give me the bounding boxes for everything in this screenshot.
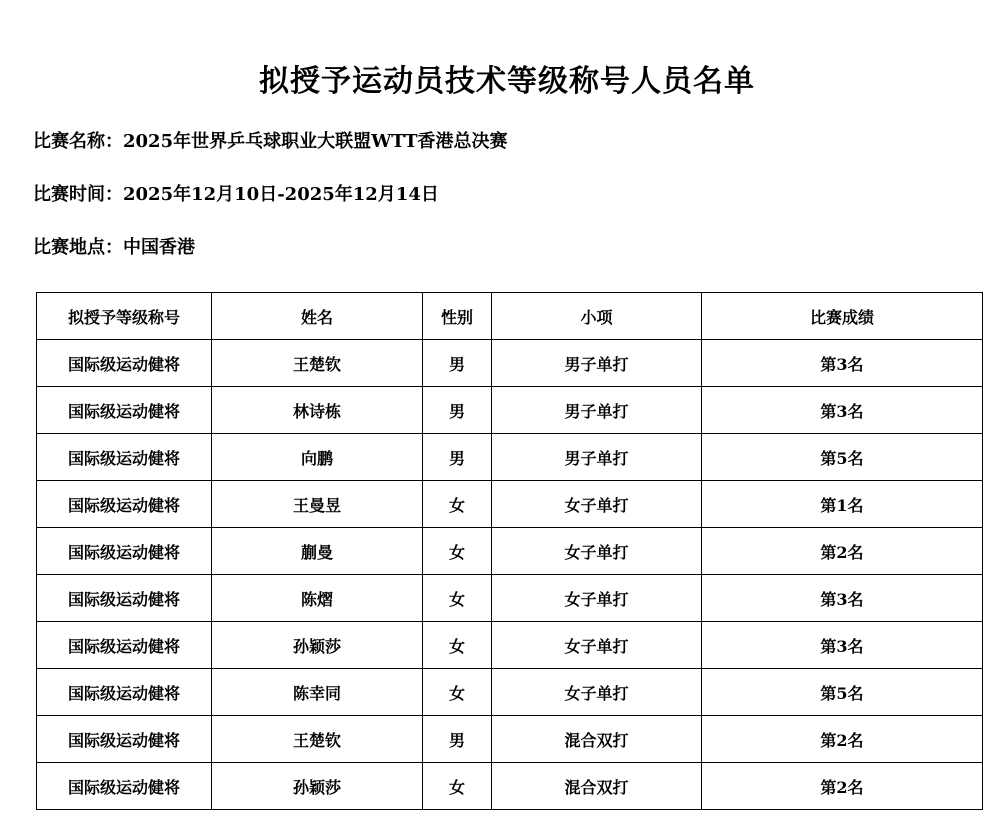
cell-gender: 女 xyxy=(423,481,492,528)
cell-result: 第2名 xyxy=(702,763,983,810)
table-row xyxy=(37,340,983,387)
cell-event: 男子单打 xyxy=(492,434,702,481)
cell-name: 林诗栋 xyxy=(212,387,423,434)
cell-event: 女子单打 xyxy=(492,481,702,528)
cell-gender: 男 xyxy=(423,340,492,387)
table-row xyxy=(37,434,983,481)
cell-title-grade: 国际级运动健将 xyxy=(37,434,212,481)
cell-result: 第3名 xyxy=(702,622,983,669)
table-row xyxy=(37,669,983,716)
table-row xyxy=(37,481,983,528)
table-header-row xyxy=(37,293,983,340)
cell-result: 第5名 xyxy=(702,669,983,716)
cell-result: 第3名 xyxy=(702,387,983,434)
competition-time-value: 2025年12月10日-2025年12月14日 xyxy=(123,184,439,205)
competition-name-value: 2025年世界乒乓球职业大联盟WTT香港总决赛 xyxy=(123,131,508,152)
cell-gender: 女 xyxy=(423,528,492,575)
cell-title-grade: 国际级运动健将 xyxy=(37,575,212,622)
table-row xyxy=(37,575,983,622)
cell-name: 向鹏 xyxy=(212,434,423,481)
cell-event: 混合双打 xyxy=(492,763,702,810)
cell-title-grade: 国际级运动健将 xyxy=(37,340,212,387)
header-title-grade: 拟授予等级称号 xyxy=(37,293,212,340)
cell-event: 女子单打 xyxy=(492,669,702,716)
cell-name: 孙颖莎 xyxy=(212,622,423,669)
table-row xyxy=(37,528,983,575)
cell-title-grade: 国际级运动健将 xyxy=(37,481,212,528)
document-title: 拟授予运动员技术等级称号人员名单 xyxy=(259,64,755,99)
cell-name: 王楚钦 xyxy=(212,716,423,763)
cell-title-grade: 国际级运动健将 xyxy=(37,387,212,434)
competition-name-label: 比赛名称： xyxy=(33,131,123,152)
cell-result: 第5名 xyxy=(702,434,983,481)
cell-event: 女子单打 xyxy=(492,575,702,622)
competition-time-line xyxy=(33,180,439,206)
cell-event: 女子单打 xyxy=(492,622,702,669)
cell-event: 男子单打 xyxy=(492,387,702,434)
athlete-roster-table xyxy=(36,292,983,810)
cell-name: 蒯曼 xyxy=(212,528,423,575)
competition-place-line xyxy=(33,233,195,259)
competition-name-line xyxy=(33,127,507,153)
cell-event: 男子单打 xyxy=(492,340,702,387)
cell-result: 第3名 xyxy=(702,575,983,622)
cell-name: 陈熠 xyxy=(212,575,423,622)
header-result: 比赛成绩 xyxy=(702,293,983,340)
cell-result: 第3名 xyxy=(702,340,983,387)
competition-time-label: 比赛时间： xyxy=(33,184,123,205)
cell-title-grade: 国际级运动健将 xyxy=(37,763,212,810)
cell-event: 混合双打 xyxy=(492,716,702,763)
cell-title-grade: 国际级运动健将 xyxy=(37,528,212,575)
competition-place-value: 中国香港 xyxy=(123,237,195,258)
cell-title-grade: 国际级运动健将 xyxy=(37,716,212,763)
table-row xyxy=(37,763,983,810)
table-row xyxy=(37,387,983,434)
cell-name: 孙颖莎 xyxy=(212,763,423,810)
cell-name: 王楚钦 xyxy=(212,340,423,387)
cell-gender: 女 xyxy=(423,763,492,810)
cell-gender: 女 xyxy=(423,575,492,622)
cell-title-grade: 国际级运动健将 xyxy=(37,669,212,716)
competition-place-label: 比赛地点： xyxy=(33,237,123,258)
table-row xyxy=(37,716,983,763)
cell-gender: 男 xyxy=(423,434,492,481)
cell-gender: 女 xyxy=(423,669,492,716)
cell-event: 女子单打 xyxy=(492,528,702,575)
cell-result: 第2名 xyxy=(702,528,983,575)
header-event: 小项 xyxy=(492,293,702,340)
cell-title-grade: 国际级运动健将 xyxy=(37,622,212,669)
cell-name: 陈幸同 xyxy=(212,669,423,716)
header-name: 姓名 xyxy=(212,293,423,340)
cell-result: 第1名 xyxy=(702,481,983,528)
table-row xyxy=(37,622,983,669)
cell-result: 第2名 xyxy=(702,716,983,763)
cell-gender: 女 xyxy=(423,622,492,669)
cell-name: 王曼昱 xyxy=(212,481,423,528)
header-gender: 性别 xyxy=(423,293,492,340)
cell-gender: 男 xyxy=(423,387,492,434)
cell-gender: 男 xyxy=(423,716,492,763)
